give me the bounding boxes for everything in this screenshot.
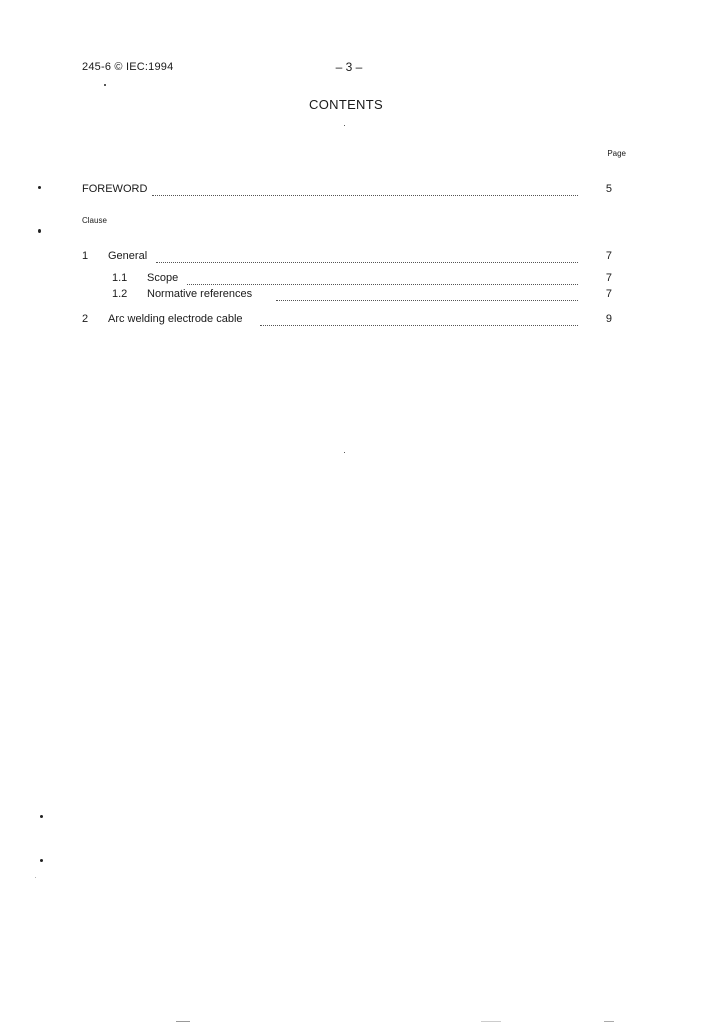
page-number: – 3 –	[335, 60, 363, 74]
toc-leader-dots	[260, 323, 578, 326]
toc-entry-page: 7	[605, 272, 612, 284]
page-title: CONTENTS	[309, 97, 383, 112]
toc-entry-label: Arc welding electrode cable	[108, 313, 243, 325]
scan-speck	[40, 815, 43, 818]
clause-label: Clause	[82, 216, 107, 225]
scan-speck	[104, 84, 106, 86]
toc-entry-page: 7	[605, 288, 612, 300]
toc-entry-general[interactable]	[0, 250, 724, 264]
page-column-label: Page	[607, 149, 626, 158]
toc-entry-foreword[interactable]	[0, 183, 724, 197]
toc-entry-page: 5	[605, 183, 612, 195]
scan-speck	[38, 229, 41, 233]
toc-leader-dots	[152, 193, 578, 196]
scan-speck	[35, 877, 36, 878]
toc-leader-dots	[156, 260, 578, 263]
scan-mark	[176, 1021, 190, 1022]
toc-leader-dots	[187, 282, 578, 285]
toc-entry-label: General	[108, 250, 148, 262]
scan-speck	[40, 859, 43, 862]
toc-entry-label: Scope	[147, 272, 179, 284]
toc-entry-label: FOREWORD	[82, 183, 148, 195]
toc-entry-scope[interactable]	[0, 272, 724, 286]
toc-entry-page: 7	[605, 250, 612, 262]
toc-entry-number: 1.1	[112, 272, 128, 284]
document-reference: 245-6 © IEC:1994	[82, 61, 174, 73]
toc-entry-number: 1	[82, 250, 89, 262]
toc-entry-page: 9	[605, 313, 612, 325]
scan-speck	[344, 125, 345, 126]
toc-entry-number: 2	[82, 313, 89, 325]
toc-entry-arc-welding[interactable]	[0, 313, 724, 327]
scan-mark	[481, 1021, 501, 1022]
scan-speck	[38, 186, 41, 189]
toc-entry-label: Normative references	[147, 288, 253, 300]
toc-entry-normative-references[interactable]	[0, 288, 724, 302]
toc-entry-number: 1.2	[112, 288, 128, 300]
scan-mark	[604, 1021, 614, 1022]
toc-leader-dots	[276, 298, 578, 301]
scan-speck	[344, 452, 345, 453]
